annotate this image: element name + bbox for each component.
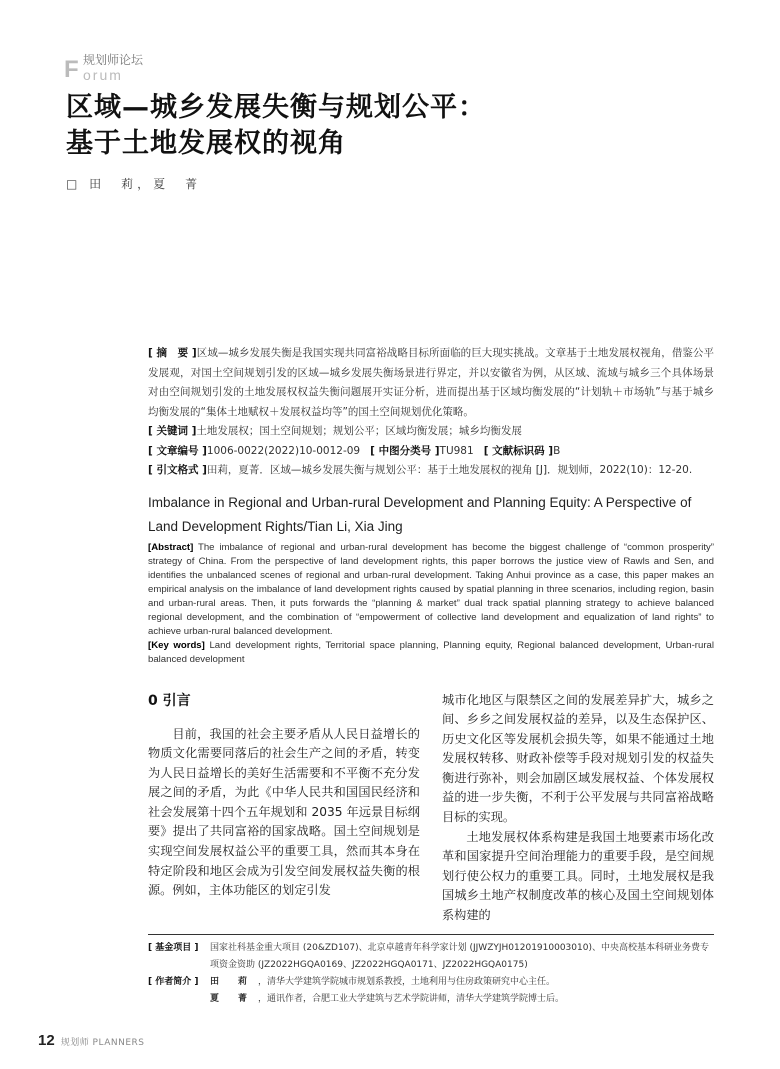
journal-section-logo: [64, 53, 164, 85]
body-column-right: [442, 691, 714, 926]
body-paragraph: 城市化地区与限禁区之间的发展差异扩大，城乡之间、乡乡之间发展权益的差异，以及生态保护区、历史文化区等发展机会损失等，如果不能通过土地发展权转移、财政补偿等手段对规划引发的权益失衡进行弥补，则会加剧区域发展权益、个体发展权益的进一步失衡，不利于公平发展与共同富裕战略目标的实现。: [442, 692, 714, 825]
fund-label: [ 基金项目 ]: [148, 942, 199, 953]
title-line-2: 基于土地发展权的视角: [66, 128, 346, 159]
author1-bio: ，清华大学建筑学院城市规划系教授，土地利用与住房政策研究中心主任。: [258, 976, 556, 987]
author1-name: 田 莉: [210, 976, 253, 987]
author-info-label: [ 作者简介 ]: [148, 976, 199, 987]
english-keywords-text: Land development rights, Territorial space planning, Planning equity, Regional balanced development, Urban-rural balanced development: [148, 639, 714, 665]
page-footer: [38, 1032, 714, 1069]
english-abstract-text: The imbalance of regional and urban-rural development has become the biggest challenge of “common prosperity” strategy of China. From the perspective of land development rights, this paper borrows the justice view of Rawls and Sen, and identifies the unbalanced scenes of regional and urban-rural development. Taking Anhui province as a case, this paper makes an empirical analysis on the imbalance of land development rights caused by spatial planning in three scenarios, including region, basin and urban-rural areas. Then, it puts forwards the “planning & market” dual track spatial planning strategy to achieve balanced regional development, and the combination of “empowerment of collective land development and equalization of land rights” to achieve urban-rural balanced development.: [148, 541, 714, 637]
body-column-left: [148, 691, 420, 926]
english-abstract: [148, 541, 714, 667]
article-no-label: [ 文章编号 ]: [148, 444, 207, 457]
doc-code-label: [ 文献标识码 ]: [483, 444, 554, 457]
logo-letter: F: [64, 56, 79, 83]
citation-text: 田莉，夏菁．区域—城乡发展失衡与规划公平：基于土地发展权的视角 [J]．规划师，2022(10)：12-20.: [206, 464, 693, 476]
english-title: Imbalance in Regional and Urban-rural Development and Planning Equity: A Perspective of Land Development Rights/Tian Li, Xia Jing: [148, 494, 692, 534]
section-heading: 0 引言: [148, 692, 191, 709]
main-content: [38, 344, 714, 1069]
clc-label: [ 中图分类号 ]: [370, 444, 440, 457]
abstract-text: 区域—城乡发展失衡是我国实现共同富裕战略目标所面临的巨大现实挑战。文章基于土地发展权视角，借鉴公平发展观，对国土空间规划引发的区域—城乡发展失衡场景进行界定，并以安徽省为例，从区域、流域与城乡三个具体场景对由空间规划引发的土地发展权权益失衡问题展开实证分析，进而提出基于区域均衡发展的“计划轨＋市场轨”与基于城乡均衡发展的“集体土地赋权＋发展权益均等”的国土空间规划优化策略。: [148, 347, 714, 418]
logo-en-text: orum: [83, 67, 123, 83]
body-paragraph: 目前，我国的社会主要矛盾从人民日益增长的物质文化需要同落后的社会生产之间的矛盾，转变为人民日益增长的美好生活需要和不平衡不充分发展之间的矛盾，为此《中华人民共和国国民经济和社会发展第十四个五年规划和 2035 年远景目标纲要》提出了共同富裕的国家战略。国土空间规划是实现空间发展权益公平的重要工具，然而其本身在特定阶段和地区会成为引发空间发展权益失衡的根源。例如，主体功能区的划定引发: [148, 726, 420, 898]
author2-bio: ，通讯作者，合肥工业大学建筑与艺术学院讲师，清华大学建筑学院博士后。: [258, 993, 565, 1004]
footnotes: [148, 940, 714, 1008]
authors: □ 田 莉，夏 菁: [66, 177, 202, 191]
body-paragraph: 土地发展权体系构建是我国土地要素市场化改革和国家提升空间治理能力的重要手段，是空间规划行使公权力的重要工具。同时，土地发展权是我国城乡土地产权制度改革的核心及国土空间规划体系构建的: [442, 829, 714, 923]
article-title: [66, 90, 486, 162]
english-keywords-label: [Key words]: [148, 639, 205, 651]
running-title: 规划师 PLANNERS: [60, 1037, 145, 1048]
fund-text: 国家社科基金重大项目 (20&ZD107)、北京卓越青年科学家计划 (JJWZYJH01201910003010)、中央高校基本科研业务费专项资金资助 (JZ2022HGQA0169、JZ2022HGQA0171、JZ2022HGQA0175): [210, 942, 709, 970]
author-info: [210, 974, 714, 1008]
title-line-1: 区域—城乡发展失衡与规划公平：: [66, 92, 486, 123]
chinese-abstract: [148, 344, 714, 481]
english-abstract-label: [Abstract]: [148, 541, 194, 553]
logo-cn-text: 规划师论坛: [83, 53, 144, 67]
article-no: 1006-0022(2022)10-0012-09: [206, 444, 361, 457]
keywords-label: [ 关键词 ]: [148, 425, 197, 437]
citation-label: [ 引文格式 ]: [148, 464, 207, 476]
doc-code: B: [553, 444, 561, 457]
keywords-text: 土地发展权；国土空间规划；规划公平；区域均衡发展；城乡均衡发展: [196, 425, 522, 437]
clc-number: TU981: [439, 444, 474, 457]
body-columns: [148, 691, 714, 926]
author2-name: 夏 菁: [210, 993, 253, 1004]
footnote-divider: [148, 934, 714, 935]
page-number: 12: [38, 1031, 55, 1049]
abstract-label: [ 摘 要 ]: [148, 347, 197, 359]
